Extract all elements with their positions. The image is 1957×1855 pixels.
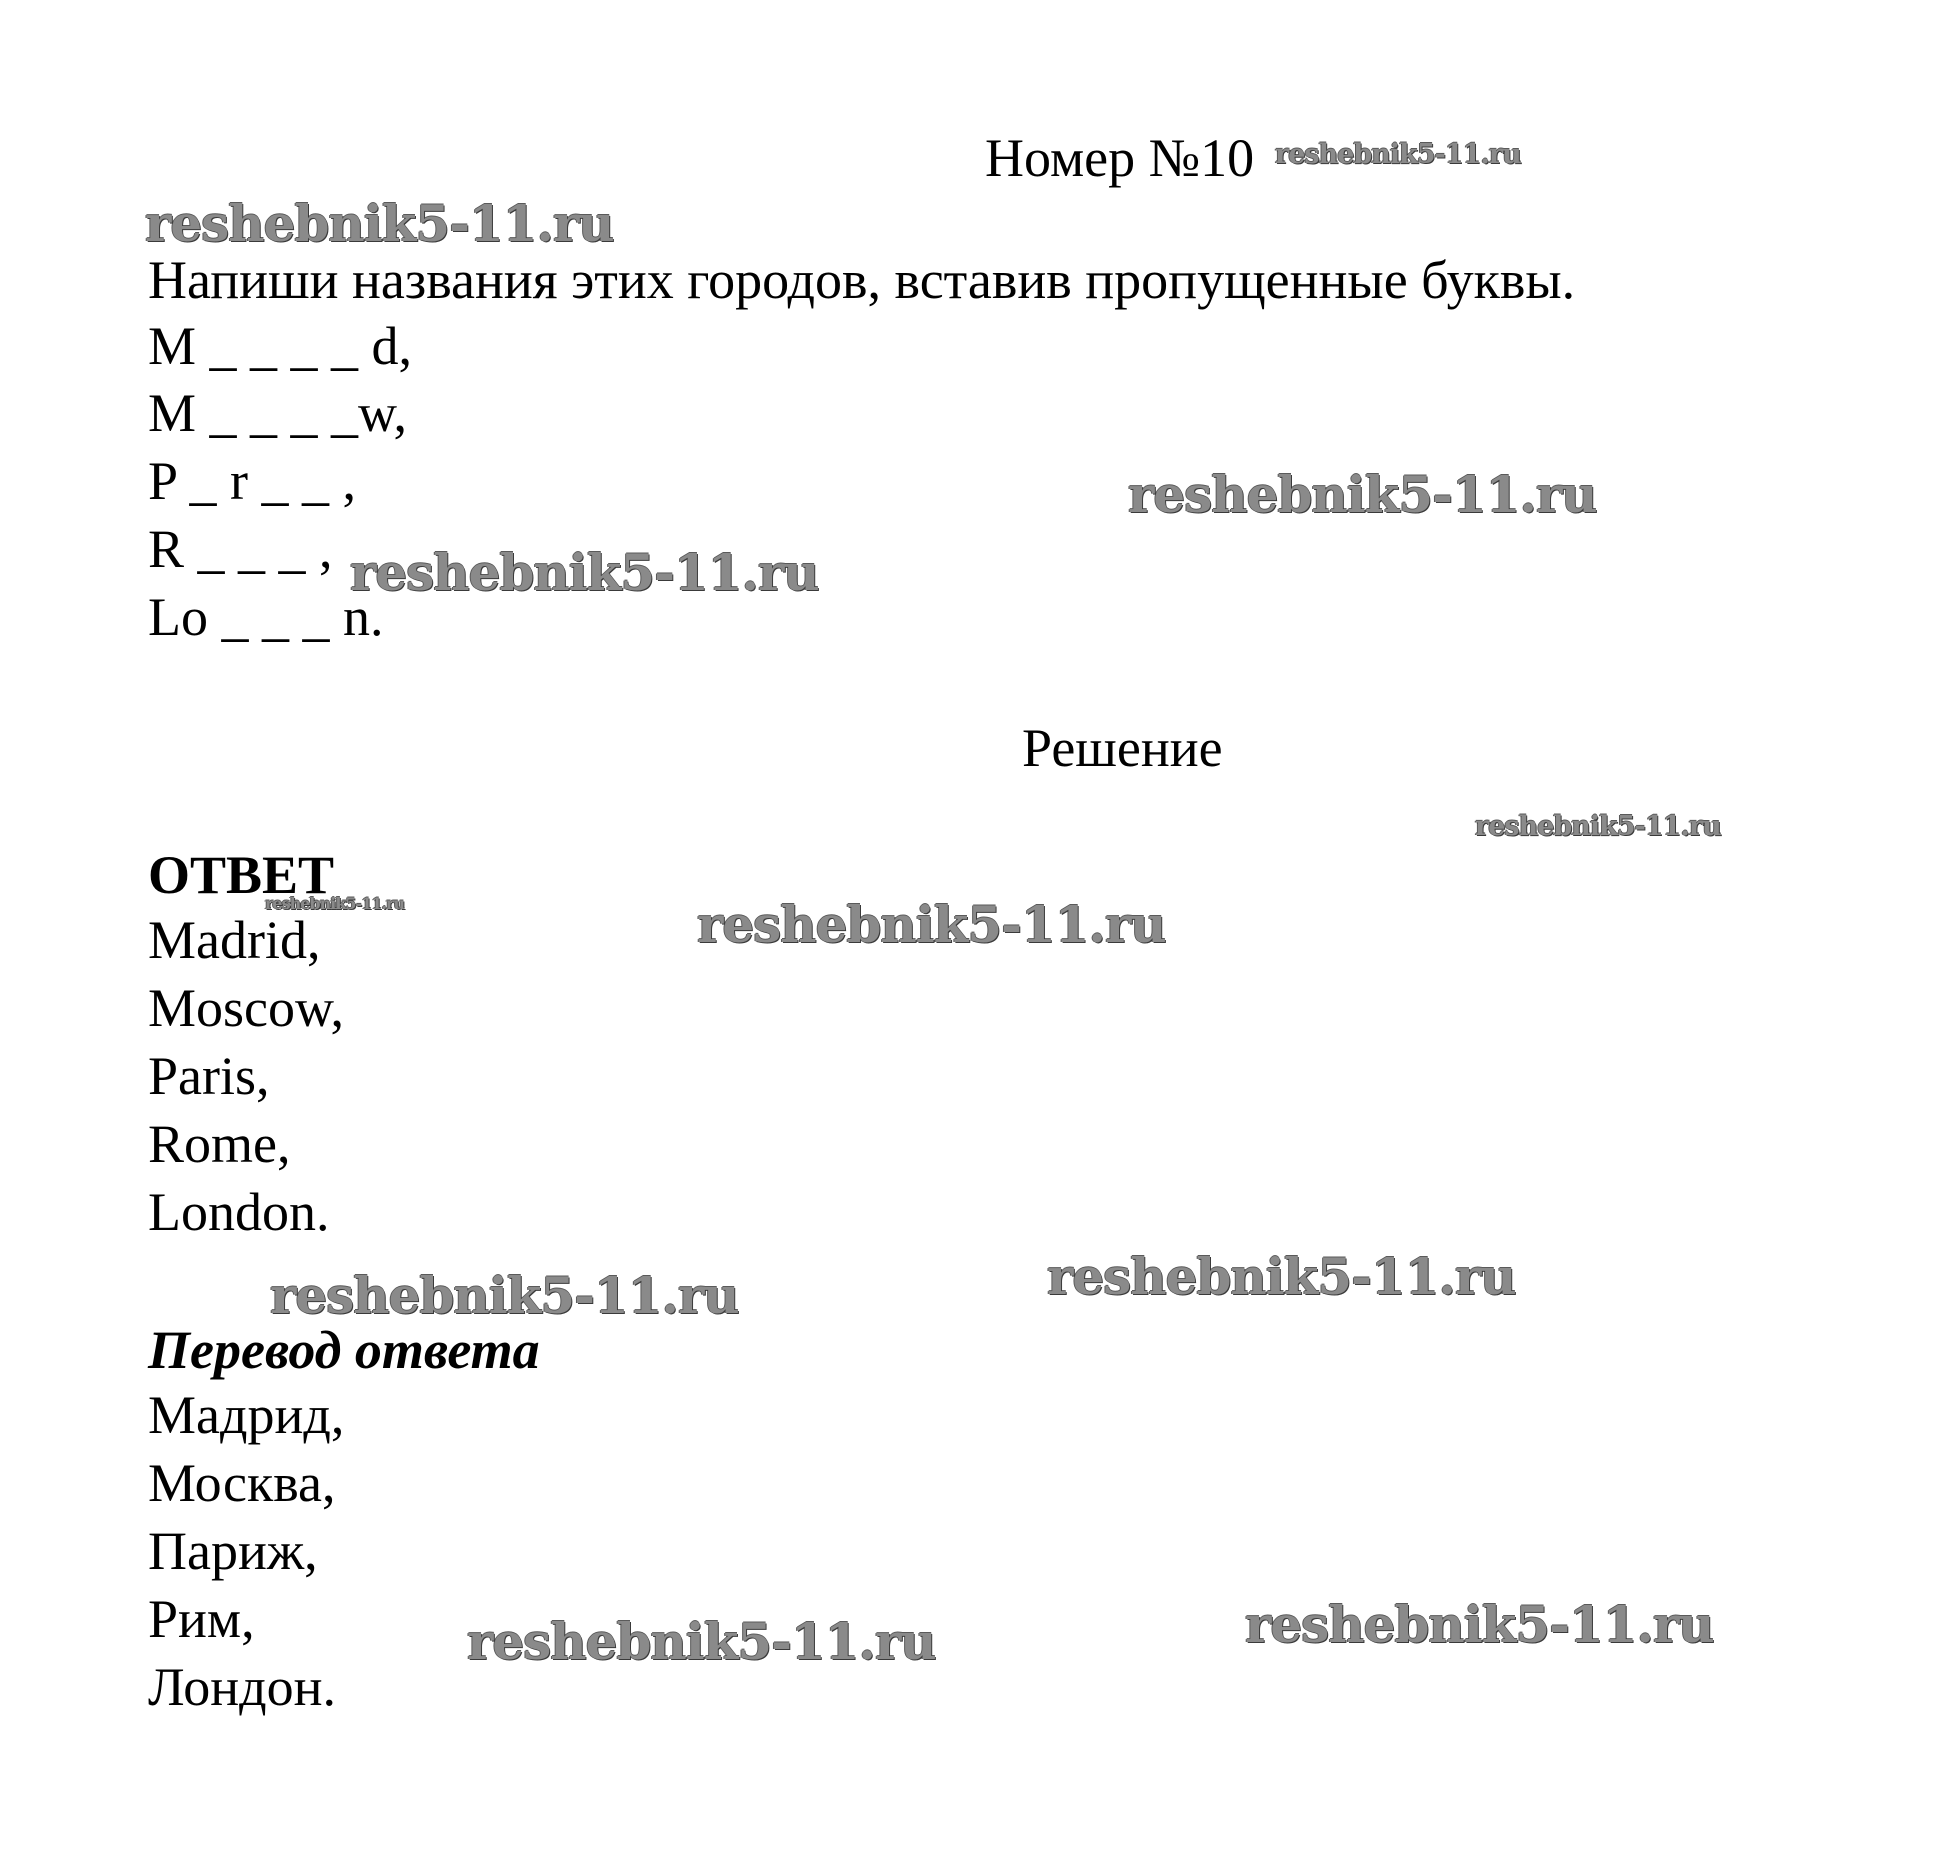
page-title: Номер №10 — [985, 128, 1255, 188]
watermark: reshebnik5-11.ru — [467, 1612, 936, 1671]
answer-item-4: Rome, — [148, 1114, 291, 1174]
watermark: reshebnik5-11.ru — [1047, 1247, 1516, 1306]
watermark: reshebnik5-11.ru — [145, 194, 614, 253]
watermark: reshebnik5-11.ru — [697, 895, 1166, 954]
solution-label: Решение — [1022, 718, 1223, 778]
translation-item-3: Париж, — [148, 1521, 318, 1581]
watermark: reshebnik5-11.ru — [270, 1266, 739, 1325]
task-line-5: Lo _ _ _ n. — [148, 587, 384, 647]
watermark: reshebnik5-11.ru — [1275, 139, 1521, 170]
translation-item-1: Мадрид, — [148, 1385, 345, 1445]
task-line-2: M _ _ _ _w, — [148, 383, 408, 443]
task-instruction: Напиши названия этих городов, вставив пропущенные буквы. — [148, 250, 1576, 310]
translation-item-4: Рим, — [148, 1589, 255, 1649]
answer-item-5: London. — [148, 1182, 330, 1242]
answer-item-2: Moscow, — [148, 978, 344, 1038]
watermark: reshebnik5-11.ru — [1128, 465, 1597, 524]
task-line-1: M _ _ _ _ d, — [148, 316, 413, 376]
task-line-4: R _ _ _ , — [148, 519, 333, 579]
watermark: reshebnik5-11.ru — [265, 894, 405, 913]
task-line-3: P _ r _ _ , — [148, 451, 357, 511]
watermark: reshebnik5-11.ru — [1475, 811, 1721, 842]
answer-item-3: Paris, — [148, 1046, 270, 1106]
answer-heading: ОТВЕТ — [148, 845, 335, 905]
translation-heading: Перевод ответа — [148, 1320, 540, 1380]
translation-item-5: Лондон. — [148, 1657, 337, 1717]
translation-item-2: Москва, — [148, 1453, 336, 1513]
answer-item-1: Madrid, — [148, 910, 321, 970]
watermark: reshebnik5-11.ru — [1245, 1595, 1714, 1654]
watermark: reshebnik5-11.ru — [350, 543, 819, 602]
